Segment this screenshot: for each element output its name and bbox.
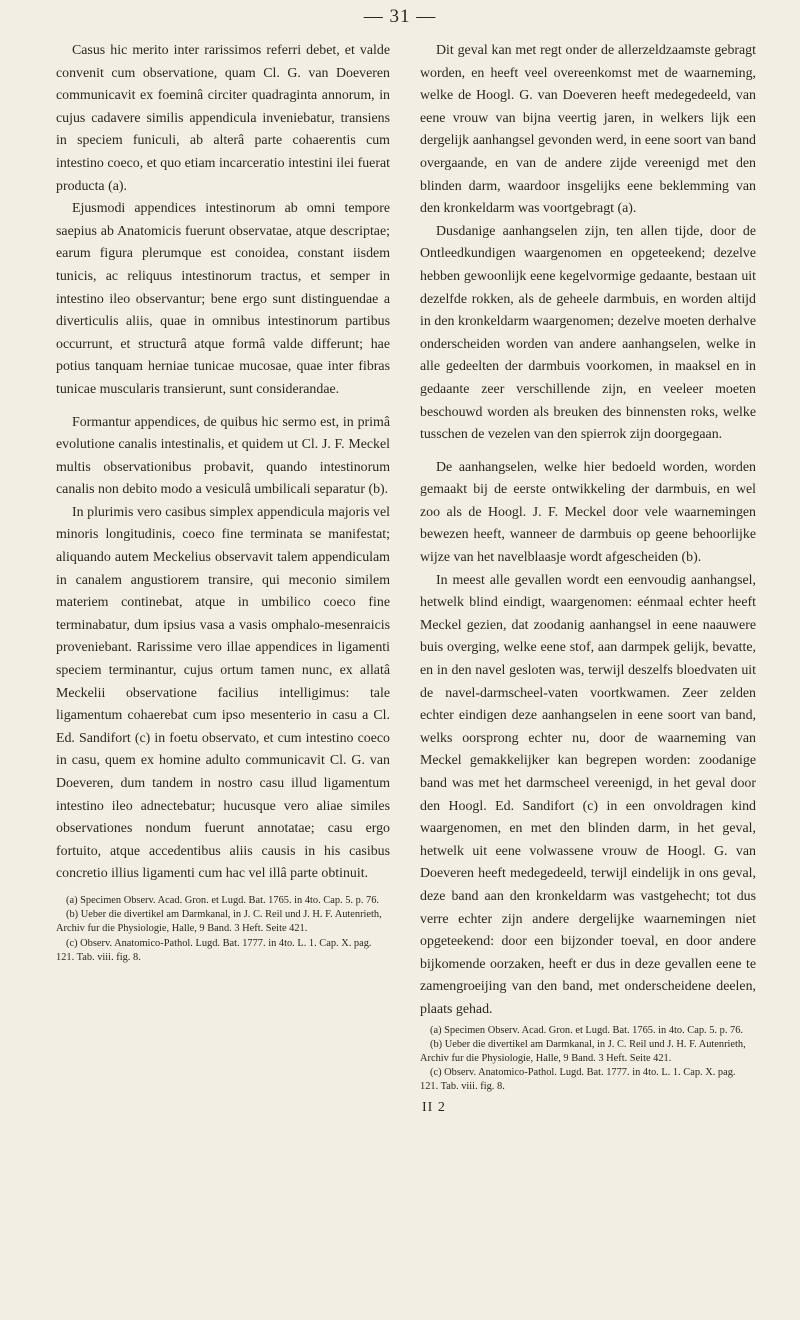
- latin-paragraph-1: Casus hic merito inter rarissimos referri debet, et valde convenit cum observatione, quam Cl. G. van Doeveren communicavit ex foeminâ circiter quadraginta annorum, in cujus cadavere similis appendicula inveniebatur, transiens in speciem funiculi, ab alterâ parte cohaerentis cum intestino coeco, et quo etiam incarceratio intestini ilei fuerat producta (a).: [56, 43, 390, 194]
- latin-paragraph-3: Formantur appendices, de quibus hic sermo est, in primâ evolutione canalis intestinalis, et quidem ut Cl. J. F. Meckel multis observationibus probavit, quando intestinorum canalis non debito modo a vesiculâ umbilicali separatur (b).: [56, 414, 390, 498]
- dutch-paragraph-3: De aanhangselen, welke hier bedoeld worden, worden gemaakt bij de eerste ontwikkeling der darmbuis, en wel zoo als de Hoogl. J. F. Meckel door vele waarnemingen bewezen heeft, wanneer de darmbuis op geene behoorlijke wijze van het navelblaasje wordt afgescheiden (b).: [420, 459, 756, 566]
- latin-footnote-c: (c) Observ. Anatomico-Pathol. Lugd. Bat. 1777. in 4to. L. 1. Cap. X. pag. 121. Tab. viii. fig. 8.: [56, 937, 372, 963]
- dutch-paragraph-2: Dusdanige aanhangselen zijn, ten allen tijde, door de Ontleedkundigen waargenomen en opgeteekend; dezelve hebben gewoonlijk eene kegelvormige gedaante, bestaan uit dezelfde rokken, als de geheele darmbuis, en worden altijd in den kronkeldarm waargenomen; dezelve moeten derhalve onderscheiden worden van andere aanhangselen, welke in alle gedeelten der darmbuis voorkomen, in maaksel en in gedaante zeer verschillende zijn, en veeleer moeten beschouwd worden als breuken des binnensten roks, welke tusschen de vezelen van den spierrok zijn doorgegaan.: [420, 223, 756, 443]
- dutch-footnotes: [420, 1024, 756, 1095]
- latin-footnote-a: (a) Specimen Observ. Acad. Gron. et Lugd. Bat. 1765. in 4to. Cap. 5. p. 76.: [66, 894, 380, 906]
- dutch-paragraph-1: Dit geval kan met regt onder de allerzeldzaamste gebragt worden, en heeft veel overeenkomst met de waarneming, welke de Hoogl. G. van Doeveren heeft medegedeeld, van eene vrouw van bijna veertig jaren, in welkers lijk een dergelijk aanhangsel gevonden werd, in eene soort van band overgaande, en van de andere zijde vereenigd met den blinden darm, waardoor insgelijks eene beklemming van den kronkeldarm was voortgebragt (a).: [420, 43, 756, 217]
- signature-mark: II 2: [422, 1099, 446, 1115]
- latin-paragraph-2: Ejusmodi appendices intestinorum ab omni tempore saepius ab Anatomicis fuerunt observatae, atque descriptae; earum figura plerumque est conoidea, constant iisdem tunicis, ac reliquus intestinorum tractus, et semper in intestino ileo observantur; bene ergo sunt distinguendae a diverticulis aliis, quae in omnibus intestinorum partibus occurrunt, et structurâ atque formâ valde differunt; hae potius tanquam herniae tunicae mucosae, quae inter fibras tunicae muscularis transierunt, sunt considerandae.: [56, 201, 390, 397]
- latin-paragraph-4: In plurimis vero casibus simplex appendicula majoris vel minoris longitudinis, coeco fine terminata se manifestat; aliquando autem Meckelius observavit talem appendiculam in canalem angustiorem transire, qui meconio similem materiem continebat, atque in umbilico coeco fine terminabatur, dum ipsius vasa a vasis omphalo-mesenraicis proveniebant. Rarissime vero illae appendices in ligamenti speciem terminantur, cujus ortum tamen nunc, ex allatâ Meckelii observatione facilius intelligimus: tale ligamentum cohaerebat cum ipso mesenterio in casu a Cl. Ed. Sandifort (c) in foetu observato, et cum intestino coeco in casu, quem ex homine adulto communicavit Cl. G. van Doeveren, dum tandem in nostro casu illud ligamentum intestino ileo adnectebatur; hucusque vero aliae similes observationes nondum fuerunt annotatae; casu ergo fortuito, atque accedentibus aliis causis in his casibus concretio illius ligamenti cum hac vel illâ parte obtinuit.: [56, 504, 390, 882]
- latin-footnote-b: (b) Ueber die divertikel am Darmkanal, in J. C. Reil und J. H. F. Autenrieth, Archiv fur die Physiologie, Halle, 9 Band. 3 Heft. Seite 421.: [56, 909, 382, 935]
- dutch-footnote-c: (c) Observ. Anatomico-Pathol. Lugd. Bat. 1777. in 4to. L. 1. Cap. X. pag. 121. Tab. viii. fig. 8.: [420, 1067, 736, 1093]
- dutch-paragraph-4: In meest alle gevallen wordt een eenvoudig aanhangsel, hetwelk blind eindigt, waargenomen: eénmaal echter heeft Meckel gezien, dat zoodanig aanhangsel in eene naauwere buis overging, welke eene stof, aan darmpek gelijk, bevatte, en in den navel gesloten was, terwijl deszelfs bloedvaten uit de navel-darmscheel-vaten voortkwamen. Zeer zelden echter eindigen deze aanhangselen in eene soort van band, welks oorsprong echter nu, door de waarneming van Meckel gemakkelijker kan begrepen worden: zoodanige band was met het darmscheel vereenigd, in het geval door den Hoogl. Ed. Sandifort (c) in een onvoldragen kind waargenomen, en met den blinden darm, in het geval, hetwelk uit eene volwassene vrouw de Hoogl. G. van Doeveren heeft medegedeeld, terwijl eindelijk in ons geval, deze band aan den kronkeldarm was vastgehecht; tot dus verre echter zijn andere dergelijke waarnemingen niet opgeteekend: door een bijzonder toeval, en door andere bijkomende oorzaken, heeft er dus in deze gevallen eene te zamengroeijing van den band, met onderscheidene deelen, plaats gehad.: [420, 572, 756, 1017]
- dutch-footnote-a: (a) Specimen Observ. Acad. Gron. et Lugd. Bat. 1765. in 4to. Cap. 5. p. 76.: [430, 1024, 744, 1036]
- dutch-footnote-b: (b) Ueber die divertikel am Darmkanal, in J. C. Reil und J. H. F. Autenrieth, Archiv fur die Physiologie, Halle, 9 Band. 3 Heft. Seite 421.: [420, 1038, 746, 1064]
- latin-column: [56, 40, 390, 965]
- dutch-column: [420, 40, 756, 1119]
- latin-footnotes: [56, 894, 390, 965]
- page-number: — 31 —: [363, 6, 437, 27]
